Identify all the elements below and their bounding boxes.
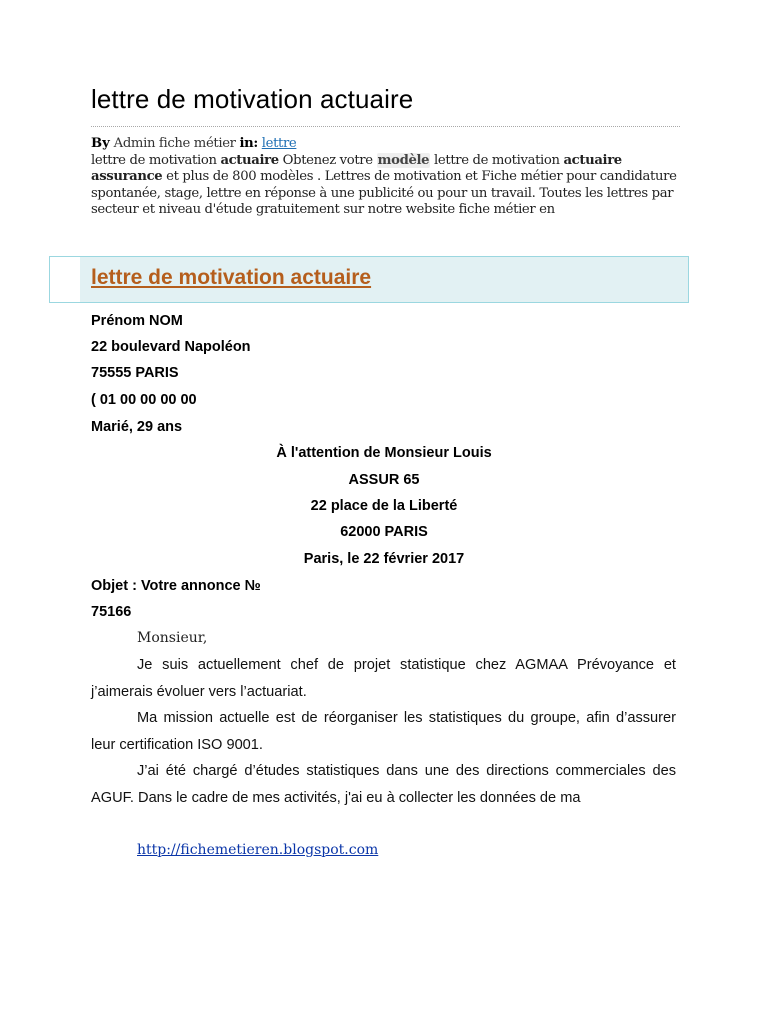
intro-text-3: lettre de motivation: [430, 152, 564, 168]
recipient-city: 62000 PARIS: [340, 524, 428, 540]
title-divider: [91, 126, 680, 127]
recipient-street: 22 place de la Liberté: [310, 498, 458, 514]
sender-status: Marié, 29 ans: [91, 419, 183, 435]
sender-phone: ( 01 00 00 00 00: [91, 392, 197, 408]
letter-paragraph: J’ai été chargé d’études statistiques dans une des directions commerciales des AGUF. Dans le cadre de mes activités, j'ai eu à collecter les données de ma: [91, 763, 676, 806]
byline-author: Admin fiche métier: [113, 136, 236, 151]
subject-line: Objet : Votre annonce №: [91, 578, 261, 594]
heading-box: [49, 256, 689, 303]
category-link[interactable]: lettre: [261, 136, 297, 151]
website-link[interactable]: http://fichemetieren.blogspot.com: [137, 842, 379, 858]
letter-paragraph: Ma mission actuelle est de réorganiser les statistiques du groupe, afin d’assurer leur certification ISO 9001.: [91, 710, 676, 753]
intro-keyword-1: actuaire: [220, 152, 279, 168]
intro-keyword-3: actuaire assurance: [91, 152, 622, 185]
recipient-attention: À l'attention de Monsieur Louis: [276, 445, 492, 461]
letter-date: Paris, le 22 février 2017: [303, 551, 465, 567]
sender-name: Prénom NOM: [91, 313, 183, 329]
intro-block: [91, 136, 681, 219]
intro-text-4: et plus de 800 modèles . Lettres de motivation et Fiche métier pour candidature spontanée, stage, lettre en réponse à une publicité ou pour un travail. Toutes les lettres par secteur et niveau d'étude gratuitement sur notre website fiche métier en: [91, 169, 677, 218]
page-title: lettre de motivation actuaire: [91, 84, 414, 114]
intro-text-1: lettre de motivation: [91, 152, 221, 168]
letter-paragraph: Je suis actuellement chef de projet statistique chez AGMAA Prévoyance et j’aimerais évoluer vers l’actuariat.: [91, 657, 676, 700]
byline-label: By: [91, 136, 110, 151]
salutation: Monsieur,: [137, 630, 208, 646]
sender-street: 22 boulevard Napoléon: [91, 339, 251, 355]
intro-text-2: Obtenez votre: [278, 152, 377, 168]
recipient-company: ASSUR 65: [348, 472, 420, 488]
heading-box-title: lettre de motivation actuaire: [91, 266, 372, 289]
sender-city: 75555 PARIS: [91, 365, 179, 381]
intro-keyword-2: modèle: [377, 152, 430, 168]
category-label: in:: [239, 136, 258, 151]
subject-reference: 75166: [91, 604, 132, 620]
